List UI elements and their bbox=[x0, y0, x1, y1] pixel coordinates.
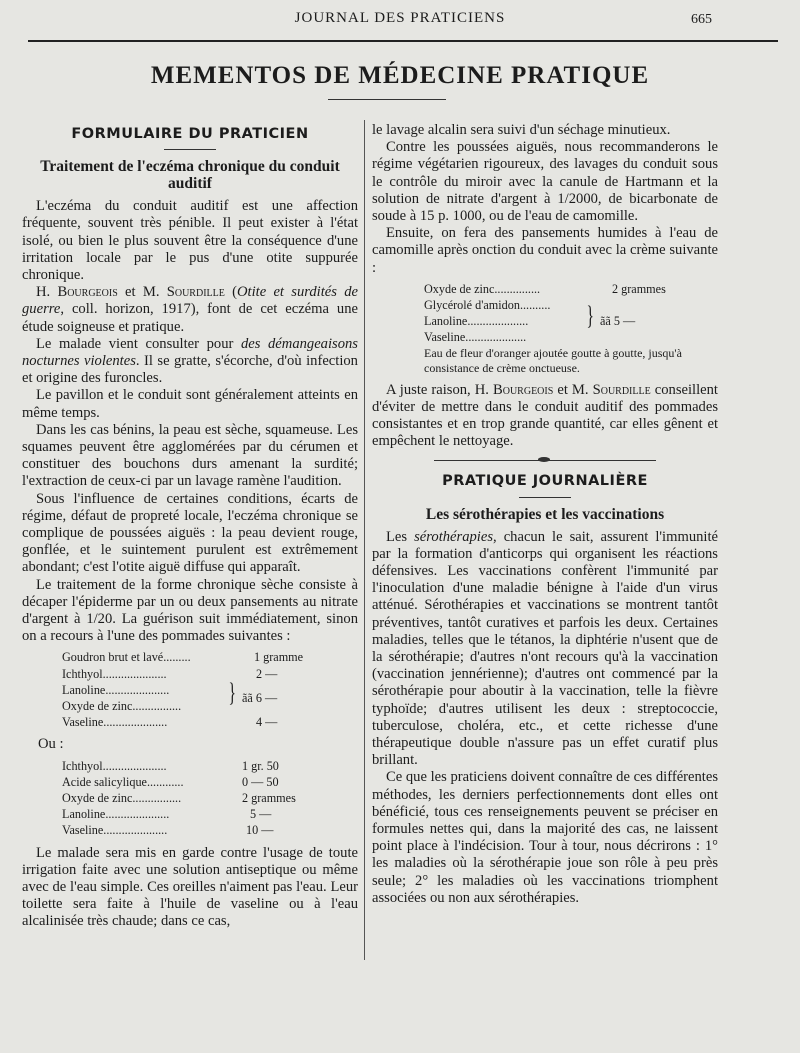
section-heading-pratique: PRATIQUE JOURNALIÈRE bbox=[442, 473, 648, 490]
article-title-serotherapies: Les sérothérapies et les vaccinations bbox=[425, 505, 665, 523]
recipe-row: Vaseline..................... 10 — bbox=[62, 823, 274, 838]
paragraph: Ensuite, on fera des pansements humides à l'eau de camomille après onction du conduit avec la crème suivante : bbox=[372, 225, 718, 276]
brace-symbol: } bbox=[228, 677, 236, 707]
paragraph: Le malade sera mis en garde contre l'usage de toute irrigation faite avec une solution antiseptique ou même avec de l'eau simple. Ces oreilles n'aiment pas l'eau. Leur toilette sera faite à l'huile de vaseline ou à l'eau alcalinisée très chaude; dans ce cas, bbox=[22, 844, 358, 930]
paragraph: Dans les cas bénins, la peau est sèche, squameuse. Les squames peuvent être agglomérées par du cérumen et constituer des bouchons durs amenant la surdité; l'extraction de ceux-ci par un lavage ramène l'audition. bbox=[22, 421, 358, 490]
paragraph-citation: A juste raison, H. Bourgeois et M. Sourdille conseillent d'éviter de mettre dans le conduit auditif des pommades consistantes et en trop grande quantité, car elles gênent et empêchent le nettoyage. bbox=[372, 381, 718, 450]
article-title-eczema: Traitement de l'eczéma chronique du conduit auditif bbox=[40, 158, 340, 193]
recipe-note: Eau de fleur d'oranger ajoutée goutte à goutte, jusqu'à consistance de crème onctueuse. bbox=[424, 345, 682, 375]
paragraph: Le traitement de la forme chronique sèche consiste à décaper l'épiderme par un ou deux pansements au nitrate d'argent à 1/20. La guérison suit immédiatement, sinon on a recours à l'une des pommades suivantes : bbox=[22, 576, 358, 645]
right-column bbox=[372, 122, 718, 907]
paragraph: Contre les poussées aiguës, nous recommanderons le régime végétarien rigoureux, des lavages du conduit sous le contrôle du miroir avec la canule de Hartmann et la solution de nitrate d'argent à 1/2000, de bicarbonate de soude à 15 p. 1000, ou de l'eau de camomille. bbox=[372, 139, 718, 225]
paragraph: Sous l'influence de certaines conditions, écarts de régime, défaut de propreté locale, l'eczéma chronique se complique de poussées aiguës : la peau devient rouge, gonflée, et le suintement purulent est extrêmement abondant; c'est l'otite aiguë diffuse qui apparaît. bbox=[22, 490, 358, 576]
paragraph-citation: H. Bourgeois et M. Sourdille (Otite et surdités de guerre, coll. horizon, 1917), font de cet eczéma une étude soigneuse et pratique. bbox=[22, 284, 358, 335]
ornamental-rule bbox=[434, 460, 656, 461]
recipe-row: Lanoline..................... } ãã 6 — bbox=[62, 677, 278, 707]
running-header bbox=[0, 10, 800, 32]
paragraph: Les sérothérapies, chacun le sait, assurent l'immunité par la formation d'anticorps qui organisent les réactions défensives. Les vaccinations confèrent l'immunité par l'inoculation d'une maladie bénigne à l'aide d'un virus atténué. Sérothérapies et vaccinations se montrent tantôt préventives, tantôt curatives et parfois les deux. Certaines maladies, telles que le tétanos, la diphtérie n'usent que de la sérothérapie; d'autres n'ont recours qu'à la vaccination (vaccination jennérienne); d'autres ont commencé par la sérothérapie pour aboutir à la vaccination, telle la fièvre typhoïde; d'autres utilisent les deux : streptococcie, tuberculose, choléra, etc., et cette richesse d'une thérapeutique double n'assure pas un effet curatif plus brillant. bbox=[372, 528, 718, 769]
main-title: MEMENTOS DE MÉDECINE PRATIQUE bbox=[150, 62, 650, 89]
recipe-row: Goudron brut et lavé......... 1 gramme bbox=[62, 650, 304, 665]
left-column bbox=[22, 126, 358, 931]
paragraph: L'eczéma du conduit auditif est une affection fréquente, souvent très pénible. Il peut exister à l'état isolé, ou bien le plus souvent être la conséquence d'une irritation locale par le pus d'une otite suppurée chronique. bbox=[22, 198, 358, 284]
recipe-row: Lanoline.................... ãã 5 — bbox=[424, 314, 636, 329]
journal-title: JOURNAL DES PRATICIENS bbox=[294, 10, 506, 26]
header-rule bbox=[28, 40, 778, 42]
recipe-row: Vaseline..................... 4 — bbox=[62, 715, 278, 730]
paragraph: Ce que les praticiens doivent connaître de ces différentes méthodes, les derniers perfectionnements dont elles ont bénéficié, tous ces renseignements peuvent se préciser en formules nettes qui, dans la majorité des cas, ne laissent point place à l'indécision. Tour à tour, nous décrirons : 1° les maladies où la sérothérapie joue son rôle à peu près seule; 2° les maladies où les vaccinations triomphent associées ou non aux sérothérapies. bbox=[372, 769, 719, 906]
section-rule bbox=[519, 497, 571, 498]
recipe-2 bbox=[62, 758, 358, 839]
recipe-row: Oxyde de zinc................ 2 grammes bbox=[62, 791, 296, 805]
paragraph: Le pavillon et le conduit sont généralement atteints en même temps. bbox=[22, 387, 358, 421]
recipe-row: Oxyde de zinc............... 2 grammes bbox=[424, 281, 666, 296]
title-rule bbox=[328, 99, 446, 100]
recipe-row: Ichthyol..................... 1 gr. 50 bbox=[62, 758, 279, 773]
recipe-1 bbox=[62, 649, 358, 730]
section-rule bbox=[164, 149, 216, 150]
recipe-row: Vaseline.................... bbox=[424, 330, 527, 345]
recipe-3 bbox=[424, 281, 718, 376]
recipe-row: Lanoline..................... 5 — bbox=[62, 807, 272, 822]
brace-symbol: } bbox=[586, 301, 594, 331]
page-number: 665 bbox=[691, 12, 712, 27]
recipe-row: Glycérolé d'amidon.......... } bbox=[424, 298, 594, 331]
paragraph: le lavage alcalin sera suivi d'un séchage minutieux. bbox=[372, 122, 671, 138]
alternative-label: Ou : bbox=[38, 736, 64, 753]
column-divider bbox=[364, 120, 365, 960]
recipe-row: Oxyde de zinc................ bbox=[62, 699, 182, 714]
section-heading-formulaire: FORMULAIRE DU PRATICIEN bbox=[71, 126, 309, 142]
paragraph: Le malade vient consulter pour des démangeaisons nocturnes violentes. Il se gratte, s'écorche, d'où infection et origine des furoncles. bbox=[22, 335, 358, 387]
recipe-row: Ichthyol..................... 2 — bbox=[62, 666, 278, 681]
recipe-row: Acide salicylique............ 0 — 50 bbox=[62, 774, 279, 789]
